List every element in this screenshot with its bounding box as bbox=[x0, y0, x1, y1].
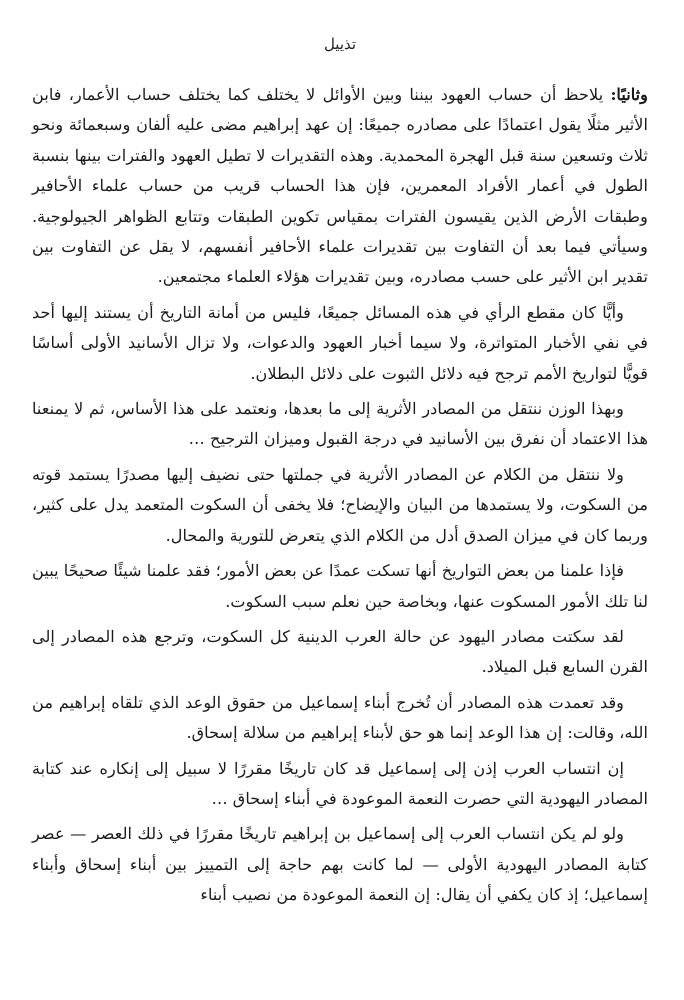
paragraph-lead: وثانيًا: bbox=[610, 85, 648, 104]
paragraph-6: لقد سكتت مصادر اليهود عن حالة العرب الدينية كل السكوت، وترجع هذه المصادر إلى القرن السابع قبل الميلاد. bbox=[32, 626, 648, 677]
paragraph-7: وقد تعمدت هذه المصادر أن تُخرج أبناء إسماعيل من حقوق الوعد الذي تلقاه إبراهيم من الله، وقالت: إن هذا الوعد إنما هو حق لأبناء إبراهيم من سلالة إسحاق. bbox=[32, 692, 648, 743]
paragraph-3: وبهذا الوزن ننتقل من المصادر الأثرية إلى ما بعدها، ونعتمد على هذا الأساس، ثم لا يمنعنا هذا الاعتماد أن نفرق بين الأسانيد في درجة القبول وميزان الترجيح … bbox=[32, 399, 648, 449]
body-text bbox=[32, 80, 648, 911]
running-header: تذييل bbox=[323, 35, 357, 53]
paragraph-5: فإذا علمنا من بعض التواريخ أنها تسكت عمدًا عن بعض الأمور؛ فقد علمنا شيئًا صحيحًا يبين لنا تلك الأمور المسكوت عنها، وبخاصة حين نعلم سبب السكوت. bbox=[32, 561, 648, 611]
paragraph-1 bbox=[32, 80, 648, 293]
paragraph-text: يلاحظ أن حساب العهود بيننا وبين الأوائل لا يختلف كما يختلف حساب الأعمار، فابن الأثير مثلًا يقول اعتمادًا على مصادره جميعًا: إن عهد إبراهيم مضى عليه ألفان وسبعمائة ونحو ثلاث وتسعين سنة قبل الهجرة المحمدية. وهذه التقديرات لا تطيل العهود والفترات بينها بنسبة الطول في أعمار الأفراد المعمرين، فإن هذا الحساب قريب من حساب علماء الأحافير وطبقات الأرض الذين يقيسون الفترات بمقياس تكوين الطبقات وتتابع الظواهر الجيولوجية. وسيأتي فيما بعد أن التفاوت بين تقديرات علماء الأحافير أنفسهم، لا يقل عن التفاوت بين تقدير ابن الأثير على حسب مصادره، وبين تقديرات هؤلاء العلماء مجتمعين. bbox=[32, 85, 648, 287]
paragraph-4: ولا ننتقل من الكلام عن المصادر الأثرية في جملتها حتى نضيف إليها مصدرًا يستمد قوته من السكوت، ولا يستمدها من البيان والإيضاح؛ فلا يخفى أن السكوت المتعمد يدل على كثير، وربما كان في ميزان الصدق أدل من الكلام الذي يتعرض للتورية والمحال. bbox=[32, 464, 648, 545]
paragraph-8: إن انتساب العرب إذن إلى إسماعيل قد كان تاريخًا مقررًا لا سبيل إلى إنكاره عند كتابة المصادر اليهودية التي حصرت النعمة الموعودة في أبناء إسحاق … bbox=[32, 758, 648, 808]
paragraph-2: وأيًّا كان مقطع الرأي في هذه المسائل جميعًا، فليس من أمانة التاريخ أن يستند إليها أحد في نفي الأخبار المتواترة، ولا سيما أخبار العهود والدعوات، ولا تزال الأسانيد الأولى أساسًا قويًّا لتواريخ الأمم ترجح فيه دلائل الثبوت على دلائل البطلان. bbox=[32, 302, 648, 383]
paragraph-9: ولو لم يكن انتساب العرب إلى إسماعيل بن إبراهيم تاريخًا مقررًا في ذلك العصر — عصر كتابة المصادر اليهودية الأولى — لما كانت بهم حاجة إلى التمييز بين أبناء إسحاق وأبناء إسماعيل؛ إذ كان يكفي أن يقال: إن النعمة الموعودة من نصيب أبناء bbox=[32, 824, 648, 905]
